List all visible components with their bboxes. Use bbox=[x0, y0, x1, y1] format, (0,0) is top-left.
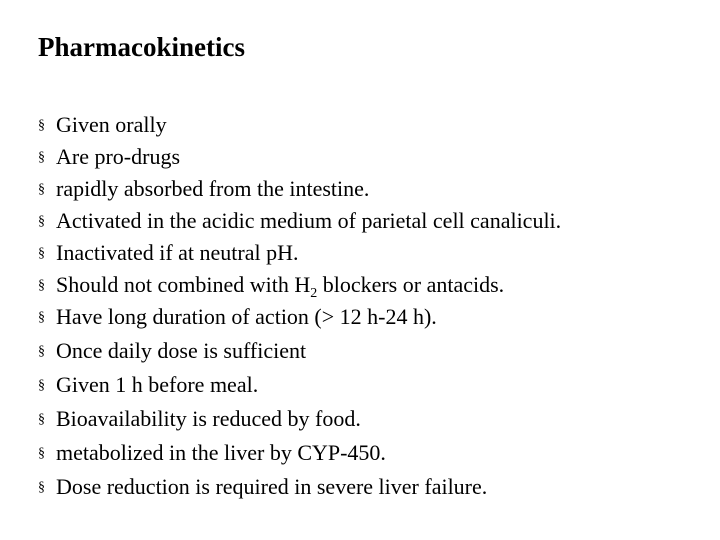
bullet-item bbox=[38, 172, 561, 204]
bullet-text: Dose reduction is required in severe liver failure. bbox=[56, 474, 488, 499]
bullet-icon: § bbox=[38, 214, 45, 229]
bullet-icon: § bbox=[38, 310, 45, 325]
bullet-item bbox=[38, 236, 561, 268]
bullet-item bbox=[38, 300, 561, 334]
bullet-item bbox=[38, 204, 561, 236]
bullet-icon: § bbox=[38, 246, 45, 261]
bullet-icon: § bbox=[38, 446, 45, 461]
bullet-text: Have long duration of action (> 12 h-24 h). bbox=[56, 304, 437, 329]
bullet-text: rapidly absorbed from the intestine. bbox=[56, 176, 370, 201]
bullet-text: Once daily dose is sufficient bbox=[56, 338, 307, 363]
bullet-icon: § bbox=[38, 118, 45, 133]
bullet-icon: § bbox=[38, 412, 45, 427]
bullet-text: Inactivated if at neutral pH. bbox=[56, 240, 299, 265]
bullet-item bbox=[38, 368, 561, 402]
bullet-icon: § bbox=[38, 480, 45, 495]
bullet-item bbox=[38, 402, 561, 436]
bullet-item bbox=[38, 268, 561, 300]
bullet-text: Are pro-drugs bbox=[56, 144, 181, 169]
bullet-text-before: Should not combined with H bbox=[56, 272, 311, 297]
bullet-item bbox=[38, 140, 561, 172]
bullet-item bbox=[38, 334, 561, 368]
subscript-two: 2 bbox=[310, 286, 318, 301]
bullet-text: Activated in the acidic medium of parietal cell canaliculi. bbox=[56, 208, 562, 233]
bullet-text: Given 1 h before meal. bbox=[56, 372, 259, 397]
bullet-icon: § bbox=[38, 182, 45, 197]
bullet-icon: § bbox=[38, 344, 45, 359]
bullet-text: Bioavailability is reduced by food. bbox=[56, 406, 361, 431]
bullet-item bbox=[38, 108, 561, 140]
bullet-text: metabolized in the liver by CYP-450. bbox=[56, 440, 386, 465]
bullet-list bbox=[38, 108, 561, 504]
bullet-text-after: blockers or antacids. bbox=[317, 272, 505, 297]
slide-title: Pharmacokinetics bbox=[38, 32, 245, 62]
bullet-item bbox=[38, 436, 561, 470]
bullet-text: Given orally bbox=[56, 112, 167, 137]
bullet-icon: § bbox=[38, 150, 45, 165]
bullet-icon: § bbox=[38, 278, 45, 293]
bullet-icon: § bbox=[38, 378, 45, 393]
bullet-item bbox=[38, 470, 561, 504]
